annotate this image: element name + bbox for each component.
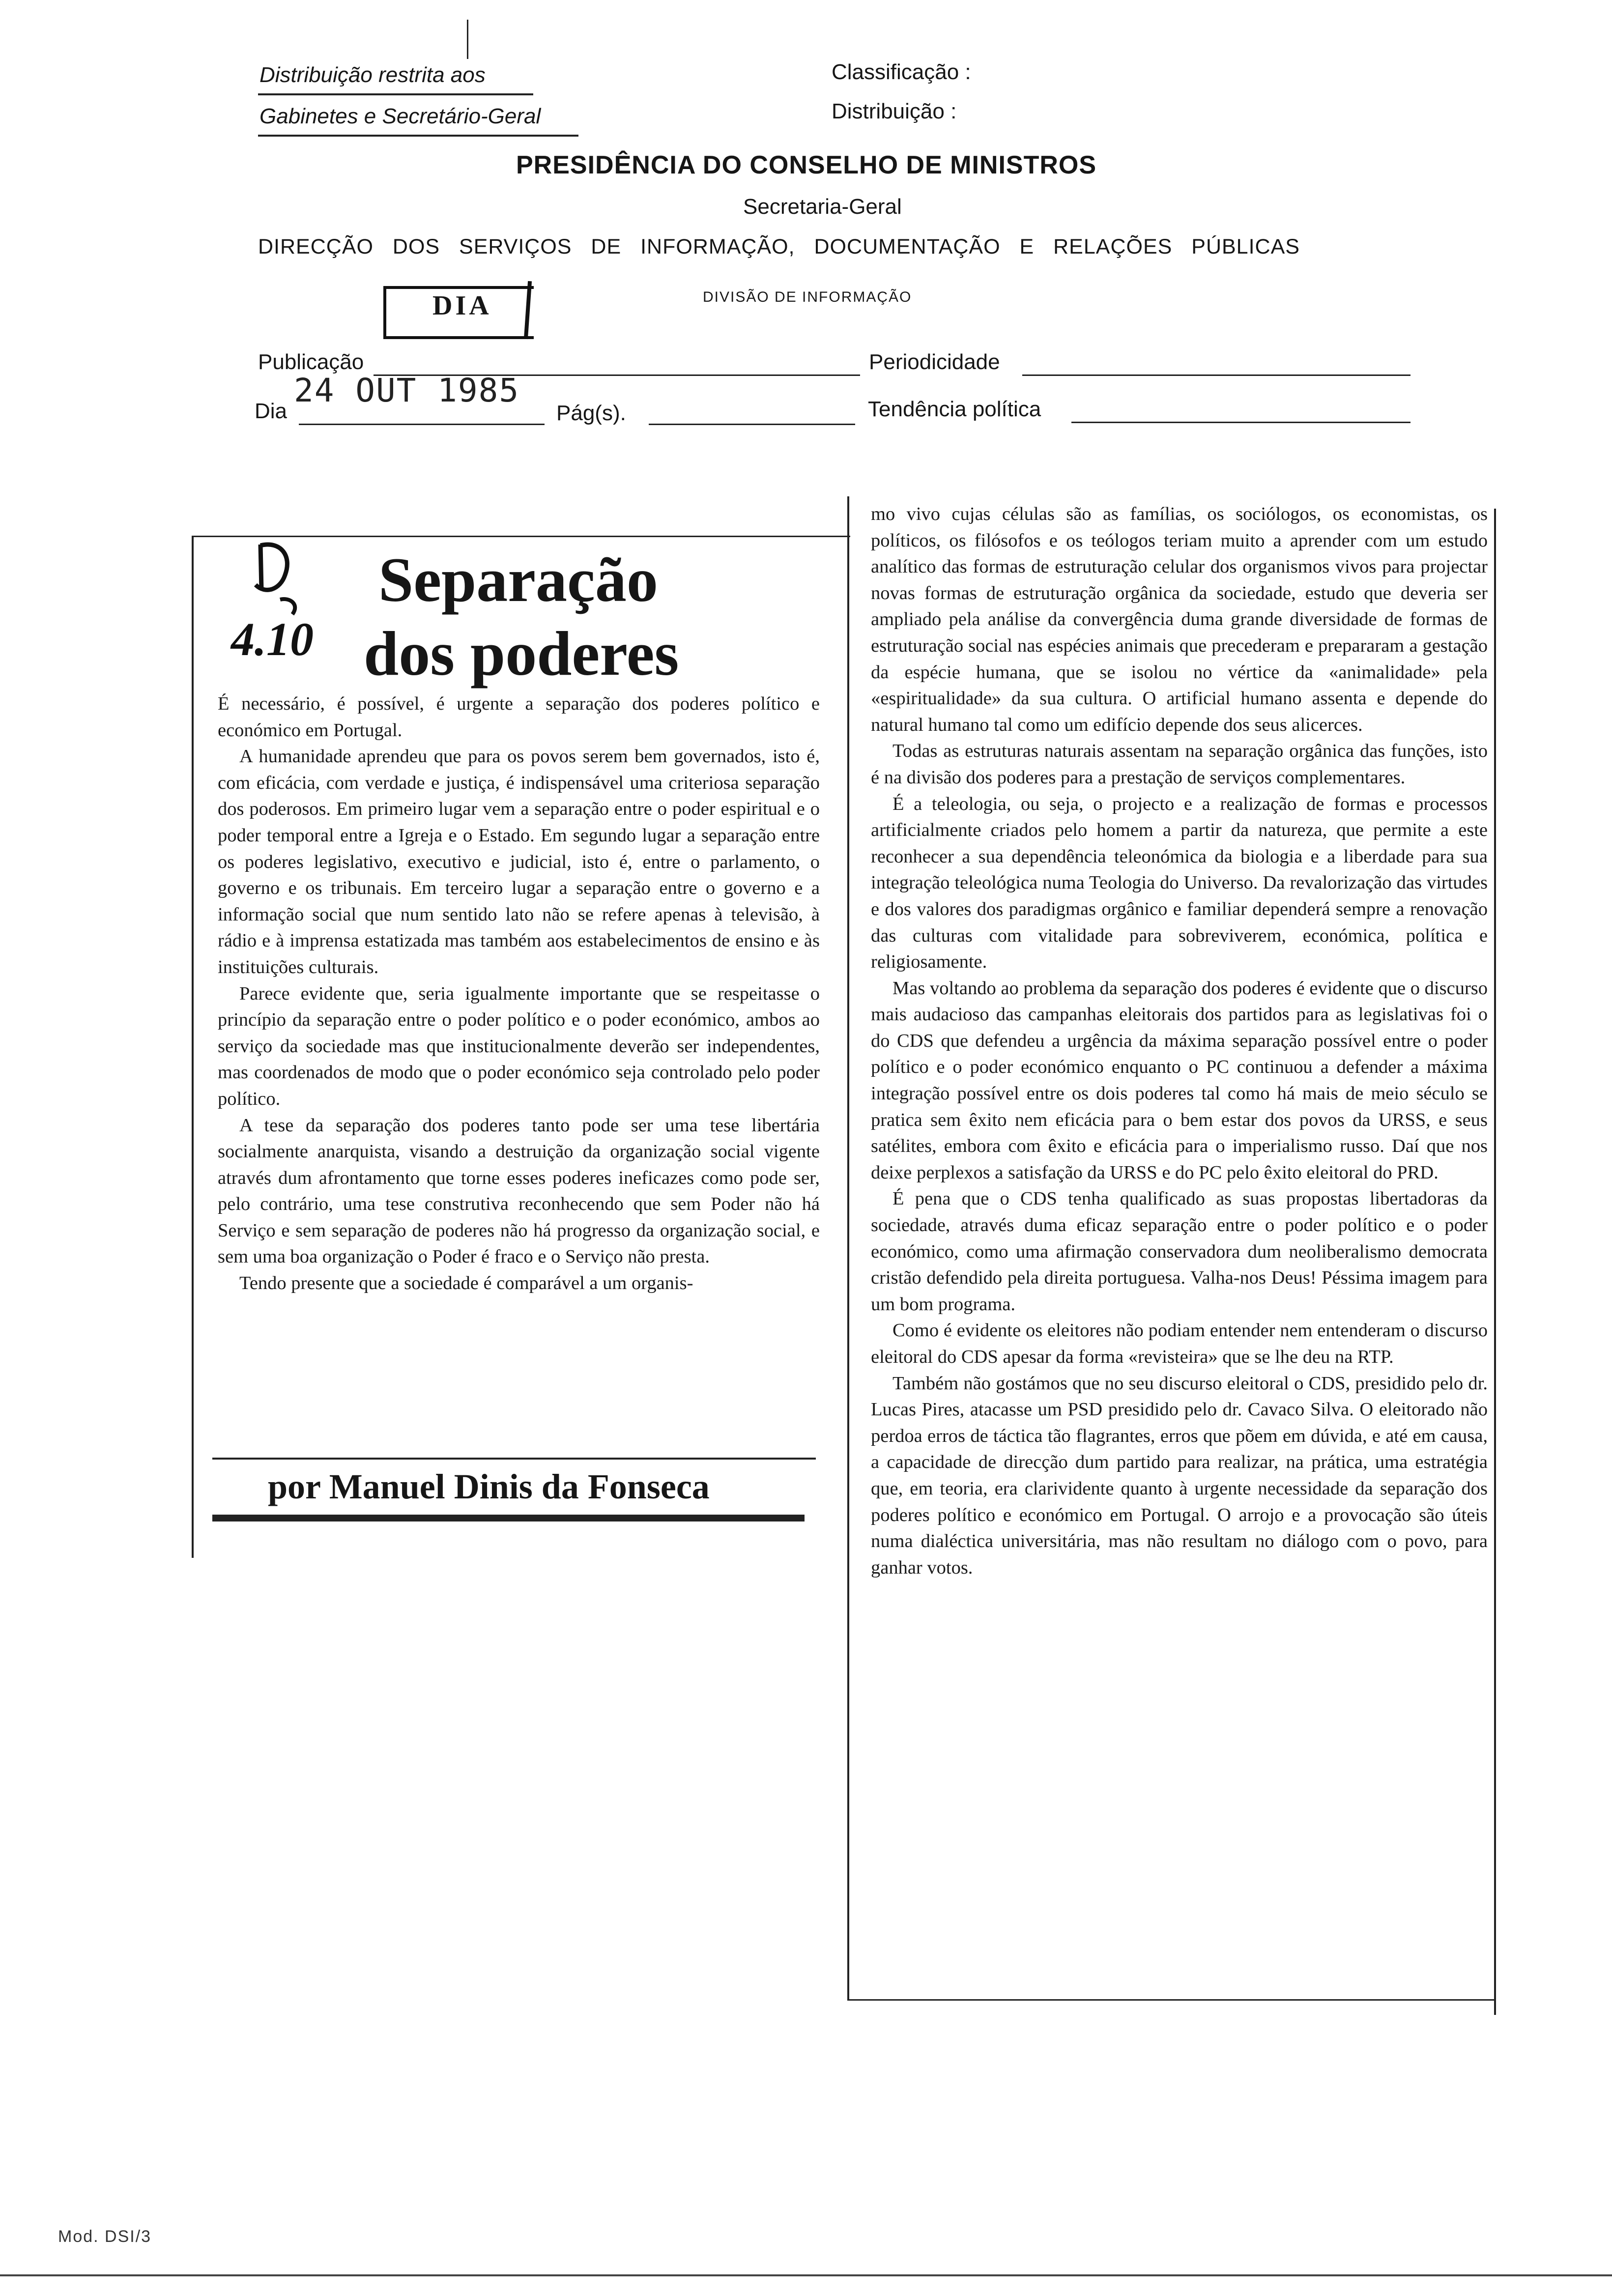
agency-title: PRESIDÊNCIA DO CONSELHO DE MINISTROS [516, 151, 1097, 179]
right-paragraph: mo vivo cujas células são as famílias, os sociólogos, os economistas, os políticos, os filósofos e os teólogos teriam muito a aprender com um estudo analítico das formas de estruturação celular dos organismos vivos para projectar novas formas de estruturação orgânica da sociedade, estudo que deveria ser ampliado pela análise da convergência duma grande diversidade de formas de estruturação social nas espécies animais que precederam e prepararam a gestação da espécie humana, que se isolou no vértice da «animalidade» pela «espiritualidade» da sua cultura. O artificial humano assenta e depende do natural humano tal como um edifício depende dos seus alicerces. [871, 504, 1488, 735]
dia-stamp [378, 281, 537, 340]
pages-line [649, 424, 855, 425]
left-column-text [218, 691, 820, 1297]
left-paragraph: É necessário, é possível, é urgente a separação dos poderes político e económico em Portugal. [218, 693, 820, 741]
secretariat: Secretaria-Geral [743, 195, 902, 219]
division-label: DIVISÃO DE INFORMAÇÃO [703, 289, 912, 305]
right-column-bottom-border [847, 1999, 1496, 2001]
stamp-text: DIA [432, 290, 492, 321]
left-paragraph: Tendo presente que a sociedade é comparável a um organis- [239, 1273, 693, 1294]
right-paragraph: Mas voltando ao problema da separação dos poderes é evidente que o discurso mais audacioso das campanhas eleitorais dos partidos para as legislativas foi o do CDS que defendeu a urgência da máxima separação possível entre o poder político e o poder económico enquanto o PC continuou a defender a máxima integração possível entre os dois poderes tal como há mais de meio século se pratica sem êxito nem eficácia para o bem estar dos povos da URSS, e seus satélites, embora com êxito e eficácia para o imperialismo russo. Daí que nos deixe perplexos a satisfação da URSS e do PC pelo êxito eleitoral do PRD. [871, 977, 1488, 1183]
distribution-label: Distribuição : [832, 99, 957, 123]
periodicity-line [1022, 374, 1410, 376]
tendency-line [1071, 422, 1410, 423]
right-paragraph: Também não gostámos que no seu discurso eleitoral o CDS, presidido pelo dr. Lucas Pires, atacasse um PSD presidido pelo dr. Cavaco Silva. O eleitorado não perdoa erros de táctica tão flagrantes, erros que põem em dúvida, e até em causa, a capacidade de direcção dum partido para realizar, na prática, uma estratégia que, em teoria, era clarividente quanto à urgente necessidade da separação dos poderes político e económico em Portugal. O arrojo e a provocação são úteis numa dialéctica universitária, mas não resultam no diálogo com o povo, para ganhar votos. [871, 1373, 1488, 1578]
distribution-underline-1 [258, 93, 533, 95]
article-title-line-1: Separação [378, 545, 658, 615]
pages-label: Pág(s). [556, 401, 626, 425]
day-label: Dia [255, 399, 288, 423]
right-column-left-border [847, 496, 849, 2000]
byline-top-rule [212, 1458, 816, 1460]
periodicity-label: Periodicidade [869, 350, 1000, 374]
day-line [299, 424, 545, 425]
byline: por Manuel Dinis da Fonseca [268, 1467, 710, 1506]
distribution-line-2: Gabinetes e Secretário-Geral [259, 104, 541, 128]
date-stamp: 24 OUT 1985 [294, 372, 520, 409]
left-paragraph: A tese da separação dos poderes tanto pode ser uma tese libertária socialmente anarquista, visando a destruição da organização social vigente através dum afrontamento que torne esses poderes ineficazes como pode ser, pelo contrário, uma tese construtiva reconhecendo que sem Poder não há Serviço e sem separação de poderes não há progresso da organização social, e sem uma boa organização o Poder é fraco e o Serviço não presta. [218, 1115, 820, 1267]
right-paragraph: Como é evidente os eleitores não podiam entender nem entenderam o discurso eleitoral do CDS apesar da forma «revisteira» que se lhe deu na RTP. [871, 1320, 1488, 1367]
right-column-right-border [1494, 509, 1496, 2015]
publication-label: Publicação [258, 350, 364, 374]
distribution-underline-2 [258, 135, 578, 137]
scan-bottom-edge [0, 2274, 1612, 2276]
distribution-line-1: Distribuição restrita aos [259, 63, 486, 87]
right-paragraph: É pena que o CDS tenha qualificado as suas propostas libertadoras da sociedade, através duma eficaz separação entre o poder político e o poder económico, como uma afirmação conservadora dum neoliberalismo democrata cristão defendido pela direita portuguesa. Valha-nos Deus! Péssima imagem para um bom programa. [871, 1188, 1488, 1315]
right-paragraph: Todas as estruturas naturais assentam na separação orgânica das funções, isto é na divisão dos poderes para a prestação de serviços complementares. [871, 741, 1488, 788]
left-column-border [192, 536, 194, 1558]
tendency-label: Tendência política [868, 397, 1041, 421]
byline-bottom-rule [212, 1515, 805, 1521]
directorate: DIRECÇÃO DOS SERVIÇOS DE INFORMAÇÃO, DOCUMENTAÇÃO E RELAÇÕES PÚBLICAS [258, 235, 1300, 258]
top-tick [467, 20, 468, 59]
form-code: Mod. DSI/3 [58, 2227, 152, 2246]
handwritten-date: 4.10 [231, 613, 314, 665]
left-paragraph: Parece evidente que, seria igualmente importante que se respeitasse o princípio da separação entre o poder político e o poder económico, ambos ao serviço da sociedade mas que institucionalmente deverão ser independentes, mas coordenados de modo que o poder económico seja controlado pelo poder político. [218, 983, 820, 1109]
right-paragraph: É a teleologia, ou seja, o projecto e a realização de formas e processos artificialmente criados pelo homem a partir da natureza, que permite a este reconhecer a sua dependência teleonómica da biologia e a liberdade para sua integração teleológica numa Teologia do Universo. Da revalorização das virtudes e dos valores dos paradigmas orgânico e familiar dependerá sempre a renovação das culturas com vitalidade para sobreviverem, económica, política e religiosamente. [871, 793, 1488, 973]
right-column-text [871, 501, 1488, 1581]
article-title-line-2: dos poderes [364, 619, 679, 689]
left-paragraph: A humanidade aprendeu que para os povos serem bem governados, isto é, com eficácia, com verdade e justiça, é indispensável uma criteriosa separação dos poderosos. Em primeiro lugar vem a separação entre o poder espiritual e o poder temporal entre a Igreja e o Estado. Em segundo lugar a separação entre os poderes legislativo, executivo e judicial, isto é, entre o parlamento, o governo e os tribunais. Em terceiro lugar a separação entre o governo e a informação social que num sentido lato não se refere apenas à televisão, à rádio e à imprensa estatizada mas também aos estabelecimentos de ensino e às instituições culturais. [218, 746, 820, 977]
classification-label: Classificação : [832, 60, 971, 84]
